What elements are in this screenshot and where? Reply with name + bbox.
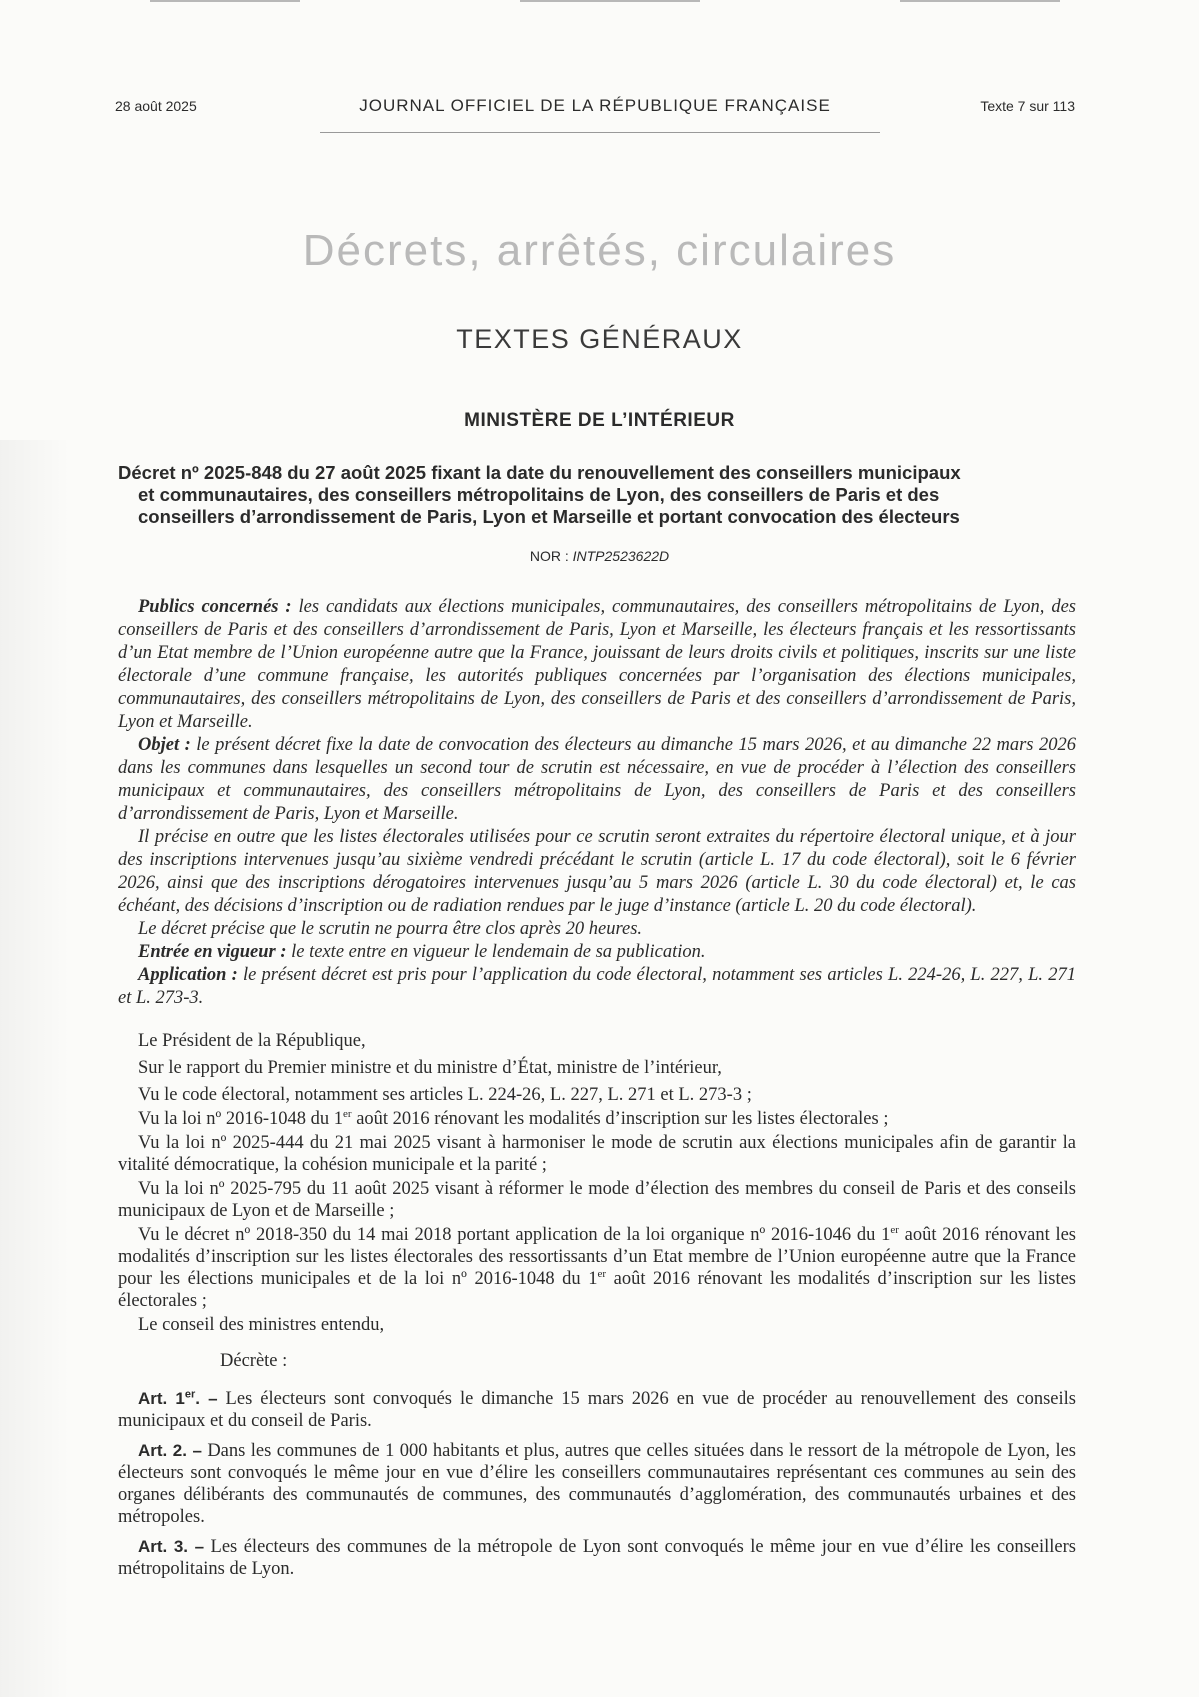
notice-paragraph: Il précise en outre que les listes électorales utilisées pour ce scrutin seront extraites du répertoire électoral unique, et à jour des inscriptions intervenues jusqu’au sixième vendredi précédant le scrutin (article L. 17 du code électoral), soit le 6 février 2026, ainsi que des inscriptions dérogatoires intervenues jusqu’au 5 mars 2026 (article L. 30 du code électoral) et, le cas échéant, des décisions d’inscription ou de radiation rendues par le juge d’instance (article L. 20 du code électoral). — [118, 827, 1076, 916]
page-header — [115, 98, 1075, 120]
article-text: Dans les communes de 1 000 habitants et plus, autres que celles situées dans le ressort de la métropole de Lyon, les électeurs sont convoqués le même jour en vue d’élire les conseillers communautaires représentant ces communes au sein des organes délibérants des communautés de communes, des communautés d’agglomération, des communautés urbaines et des métropoles. — [118, 1441, 1077, 1527]
publication-date: 28 août 2025 — [115, 98, 197, 114]
ministry-heading: MINISTÈRE DE L’INTÉRIEUR — [464, 410, 735, 431]
decrete-line: Décrète : — [220, 1351, 288, 1371]
visa-line: Le Président de la République, — [138, 1031, 366, 1051]
text-position: Texte 7 sur 113 — [980, 98, 1075, 114]
visa-text: août 2016 rénovant les modalités d’inscription sur les listes électorales ; — [118, 1269, 1076, 1311]
visa-text: Vu le décret nº 2018-350 du 14 mai 2018 portant application de la loi organique nº 2016-1046 du 1 — [138, 1225, 891, 1245]
notice-paragraph — [118, 734, 1076, 826]
nor-label: NOR : — [529, 548, 569, 564]
nor-value: INTP2523622D — [572, 548, 670, 564]
nor-reference — [0, 548, 1199, 564]
notice-paragraph — [118, 596, 1076, 734]
article-3 — [118, 1536, 1076, 1580]
notice-text: le présent décret fixe la date de convocation des électeurs au dimanche 15 mars 2026, et au dimanche 22 mars 2026 dans les communes dans lesquelles un second tour de scrutin est nécessaire, en vue de procéder à l’élection des conseillers municipaux et communautaires, des conseillers métropolitains de Lyon, des conseillers de Paris et des conseillers d’arrondissement de Paris, Lyon et Marseille. — [118, 735, 1076, 824]
superscript: er — [597, 1267, 607, 1280]
explanatory-notice — [118, 596, 1076, 1010]
visa-line: Sur le rapport du Premier ministre et du ministre d’État, ministre de l’intérieur, — [138, 1058, 722, 1078]
visa-line — [118, 1108, 1076, 1130]
article-1 — [118, 1388, 1076, 1432]
header-divider — [320, 132, 880, 133]
scan-shadow — [0, 440, 70, 1697]
scan-mark — [150, 0, 300, 2]
visa-line: Vu la loi nº 2025-795 du 11 août 2025 visant à réformer le mode d’élection des membres du conseil de Paris et des conseils municipaux de Lyon et de Marseille ; — [118, 1179, 1076, 1221]
visa-line: Vu la loi nº 2025-444 du 21 mai 2025 visant à harmoniser le mode de scrutin aux élections municipales afin de garantir la vitalité démocratique, la cohésion municipale et la parité ; — [118, 1133, 1076, 1175]
notice-paragraph — [118, 941, 1076, 964]
visa-text: août 2016 rénovant les modalités d’inscription sur les listes électorales des ressortissants d’un Etat membre de l’Union européenne autre que la France pour les élections municipales et de la loi nº 2016-1048 du 1 — [118, 1225, 1077, 1289]
visa-line: Le conseil des ministres entendu, — [138, 1315, 385, 1335]
journal-title: JOURNAL OFFICIEL DE LA RÉPUBLIQUE FRANÇAISE — [359, 96, 831, 115]
superscript: er — [184, 1388, 196, 1401]
notice-label: Publics concernés : — [138, 597, 292, 617]
superscript: er — [890, 1223, 899, 1236]
decree-title — [118, 462, 1076, 528]
notice-label: Objet : — [138, 735, 191, 755]
superscript: er — [343, 1107, 352, 1120]
notice-text: le texte entre en vigueur le lendemain de sa publication. — [286, 942, 706, 962]
section-title: Décrets, arrêtés, circulaires — [302, 226, 897, 275]
subsection-title: TEXTES GÉNÉRAUX — [456, 324, 743, 354]
decree-title-line: Décret nº 2025-848 du 27 août 2025 fixant la date du renouvellement des conseillers municipaux — [118, 462, 961, 483]
notice-text: le présent décret est pris pour l’application du code électoral, notamment ses articles L. 224-26, L. 227, L. 271 et L. 273-3. — [118, 965, 1076, 1008]
scan-mark — [520, 0, 700, 2]
decree-body — [118, 1030, 1076, 1588]
decree-title-line: conseillers d’arrondissement de Paris, Lyon et Marseille et portant convocation des électeurs — [138, 506, 960, 527]
notice-text: les candidats aux élections municipales, communautaires, des conseillers métropolitains de Lyon, des conseillers de Paris et des conseillers d’arrondissement de Paris, Lyon et Marseille, les électeurs français et les ressortissants d’un Etat membre de l’Union européenne autre que la France, jouissant de leurs droits civils et politiques, inscrits sur une liste électorale d’une commune française, les autorités publiques concernées par l’organisation des élections municipales, communautaires, des conseillers métropolitains de Lyon, des conseillers de Paris et des conseillers d’arrondissement de Paris, Lyon et Marseille. — [118, 597, 1077, 732]
visa-text: août 2016 rénovant les modalités d’inscription sur les listes électorales ; — [351, 1109, 889, 1129]
decree-title-line: et communautaires, des conseillers métropolitains de Lyon, des conseillers de Paris et des — [138, 484, 940, 505]
article-text: Les électeurs sont convoqués le dimanche 15 mars 2026 en vue de procéder au renouvellement des conseils municipaux et du conseil de Paris. — [118, 1389, 1076, 1431]
article-label: Art. 3. – — [138, 1537, 205, 1556]
notice-label: Application : — [138, 965, 238, 985]
article-text: Les électeurs des communes de la métropole de Lyon sont convoqués le même jour en vue d’élire les conseillers métropolitains de Lyon. — [118, 1537, 1076, 1579]
visa-line: Vu le code électoral, notamment ses articles L. 224-26, L. 227, L. 271 et L. 273-3 ; — [138, 1085, 752, 1105]
article-label: Art. 1er. – — [138, 1388, 218, 1408]
notice-label: Entrée en vigueur : — [138, 942, 287, 962]
visa-text: Vu la loi nº 2016-1048 du 1 — [138, 1109, 344, 1129]
scan-mark — [900, 0, 1060, 2]
article-label: Art. 2. – — [138, 1441, 202, 1460]
notice-paragraph: Le décret précise que le scrutin ne pourra être clos après 20 heures. — [138, 919, 643, 939]
visa-line — [118, 1224, 1076, 1312]
article-2 — [118, 1440, 1076, 1528]
notice-paragraph — [118, 964, 1076, 1010]
